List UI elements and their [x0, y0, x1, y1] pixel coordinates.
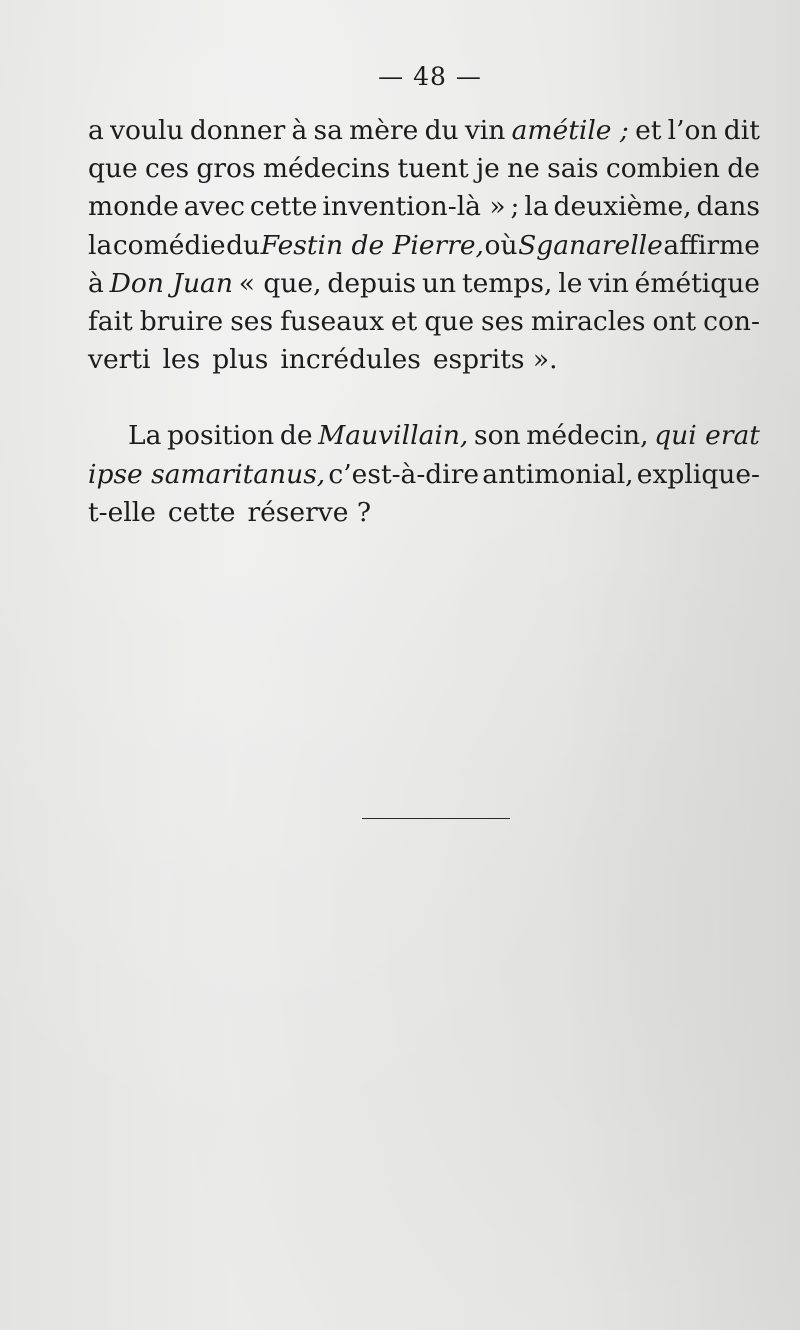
word: cette: [249, 191, 318, 223]
italic-word: amétile ;: [511, 115, 629, 146]
word: affirme: [663, 229, 760, 261]
text-line: [88, 341, 760, 379]
word: l’on: [667, 115, 718, 146]
word: donner: [189, 115, 286, 146]
word: fait: [88, 305, 133, 337]
word: de: [279, 420, 313, 452]
word: où: [484, 229, 518, 261]
word: fuseaux: [280, 305, 385, 337]
word: ses: [230, 305, 274, 337]
word: cette: [167, 496, 236, 528]
word: depuis: [327, 267, 417, 299]
word: et: [391, 305, 418, 337]
word: ne: [507, 153, 540, 185]
text-line: [88, 150, 760, 188]
word: avec: [183, 191, 245, 223]
word: sais: [547, 153, 599, 185]
word: je: [475, 153, 500, 185]
word: ont: [652, 305, 697, 337]
italic-word: Mauvillain,: [318, 420, 469, 452]
word: tuent: [397, 153, 469, 185]
word: miracles: [530, 305, 646, 337]
text-line: [88, 227, 760, 265]
word: ses: [481, 305, 524, 337]
word: réserve ?: [247, 496, 372, 528]
word: la: [524, 191, 549, 223]
word: médecin,: [526, 420, 649, 452]
word: incrédules: [280, 344, 421, 376]
word: un: [421, 267, 457, 299]
word: t-elle: [88, 496, 156, 528]
word: la: [88, 229, 113, 261]
text-line: [88, 456, 760, 494]
word: La: [128, 420, 162, 452]
word: gros: [196, 153, 256, 185]
word: comédie: [112, 229, 226, 261]
text-line: [88, 188, 760, 226]
italic-word: Festin de Pierre,: [260, 229, 484, 261]
paragraph-1: [88, 112, 760, 379]
word: plus: [212, 344, 269, 376]
word: combien: [605, 153, 720, 185]
word: dit: [723, 115, 760, 146]
italic-word: Don Juan: [109, 267, 233, 299]
italic-word: ipse samaritanus,: [88, 458, 326, 490]
word: le: [558, 267, 583, 299]
word: con-: [703, 305, 760, 337]
word: vin: [464, 115, 506, 146]
word: vin: [588, 267, 629, 299]
word: voulu: [110, 115, 184, 146]
word: temps,: [461, 267, 553, 299]
word: son: [474, 420, 521, 452]
body-text: [88, 112, 760, 532]
word: que: [424, 305, 475, 337]
word: c’est-à-dire: [328, 458, 480, 490]
page-number: — 48 —: [378, 62, 482, 91]
word: explique-: [636, 458, 760, 490]
word: à: [291, 115, 308, 146]
word: mère: [349, 115, 419, 146]
word: de: [727, 153, 760, 185]
section-rule: [362, 818, 510, 819]
word: et: [635, 115, 662, 146]
word: « que,: [238, 267, 322, 299]
word: médecins: [262, 153, 391, 185]
word: les: [162, 344, 201, 376]
text-line: [88, 112, 760, 150]
paragraph-2: [88, 417, 760, 532]
word: position: [167, 420, 275, 452]
italic-word: Sganarelle: [518, 229, 663, 261]
word: dans: [696, 191, 760, 223]
paragraph-gap: [88, 379, 760, 417]
text-line: [88, 494, 760, 532]
word: émétique: [634, 267, 760, 299]
word: deuxième,: [553, 191, 692, 223]
italic-word: qui erat: [654, 420, 760, 452]
word: sa: [313, 115, 343, 146]
word: ;: [510, 191, 520, 223]
word: esprits ».: [432, 344, 558, 376]
word: monde: [88, 191, 179, 223]
text-line: [88, 265, 760, 303]
text-line: [88, 417, 760, 455]
word: ces: [144, 153, 190, 185]
word: du: [424, 115, 459, 146]
text-line: [88, 303, 760, 341]
word: que: [88, 153, 138, 185]
word: à: [88, 267, 104, 299]
word: du: [226, 229, 261, 261]
word: invention-là »: [322, 191, 506, 223]
word: a: [88, 115, 104, 146]
word: antimonial,: [482, 458, 634, 490]
word: verti: [88, 344, 151, 376]
word: bruire: [139, 305, 224, 337]
